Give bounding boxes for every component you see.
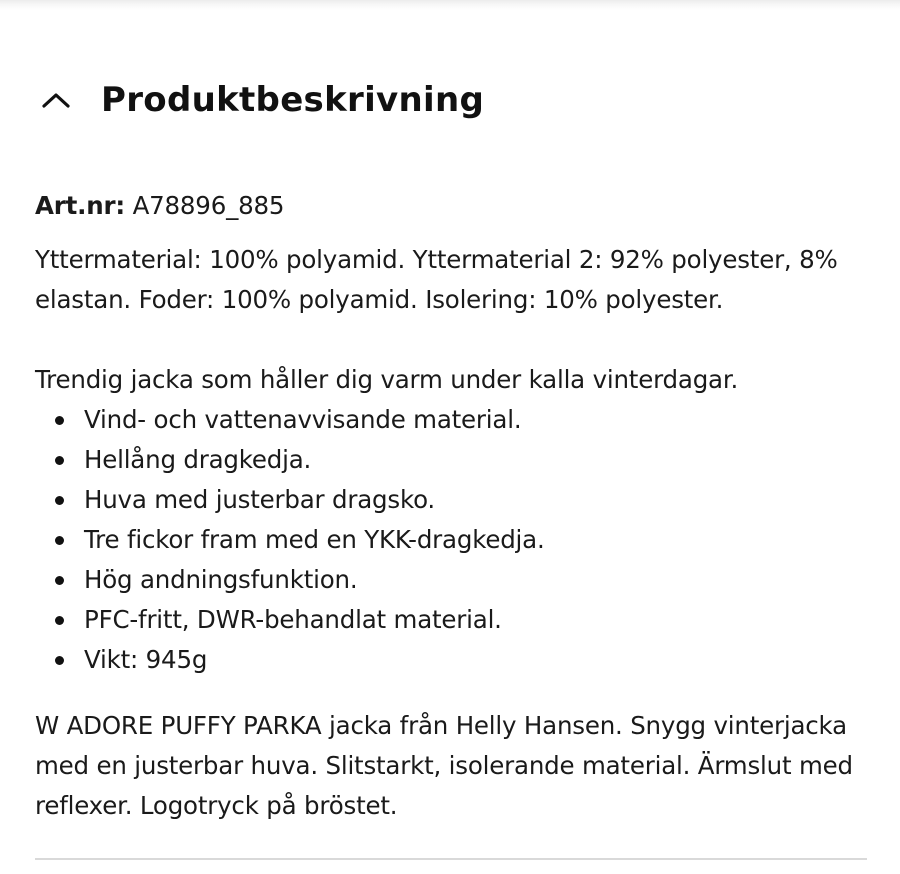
feature-text: Hög andningsfunktion. bbox=[84, 565, 358, 594]
section-title: Produktbeskrivning bbox=[101, 80, 485, 120]
section-divider bbox=[35, 858, 867, 860]
article-number bbox=[35, 186, 867, 226]
feature-list bbox=[35, 400, 867, 680]
feature-text: Tre fickor fram med en YKK-dragkedja. bbox=[84, 525, 545, 554]
feature-text: Huva med justerbar dragsko. bbox=[84, 485, 436, 514]
product-description-section bbox=[35, 0, 867, 874]
feature-text: Vind- och vattenavvisande material. bbox=[84, 405, 522, 434]
bullet-icon bbox=[55, 416, 64, 425]
list-item bbox=[35, 640, 867, 680]
bullet-icon bbox=[55, 496, 64, 505]
feature-text: PFC-fritt, DWR-behandlat material. bbox=[84, 605, 502, 634]
list-item bbox=[35, 400, 867, 440]
product-description-content bbox=[35, 186, 867, 826]
feature-text: Hellång dragkedja. bbox=[84, 445, 312, 474]
article-number-label: Art.nr: bbox=[35, 191, 125, 220]
product-description-text: W ADORE PUFFY PARKA jacka från Helly Hansen. Snygg vinterjacka med en justerbar huva. Slitstarkt, isolerande material. Ärmslut med reflexer. Logotryck på bröstet. bbox=[35, 711, 853, 820]
article-number-value: A78896_885 bbox=[125, 191, 285, 220]
feature-text: Vikt: 945g bbox=[84, 645, 208, 674]
bullet-icon bbox=[55, 576, 64, 585]
list-item bbox=[35, 440, 867, 480]
materials-text: Yttermaterial: 100% polyamid. Yttermaterial 2: 92% polyester, 8% elastan. Foder: 100% polyamid. Isolering: 10% polyester. bbox=[35, 245, 838, 314]
list-item bbox=[35, 520, 867, 560]
product-description-toggle[interactable] bbox=[35, 72, 867, 128]
list-item bbox=[35, 600, 867, 640]
bullet-icon bbox=[55, 456, 64, 465]
list-item bbox=[35, 480, 867, 520]
list-item bbox=[35, 560, 867, 600]
intro-text: Trendig jacka som håller dig varm under kalla vinterdagar. bbox=[35, 365, 739, 394]
bullet-icon bbox=[55, 656, 64, 665]
bullet-icon bbox=[55, 536, 64, 545]
bullet-icon bbox=[55, 616, 64, 625]
chevron-up-icon[interactable] bbox=[39, 83, 73, 117]
